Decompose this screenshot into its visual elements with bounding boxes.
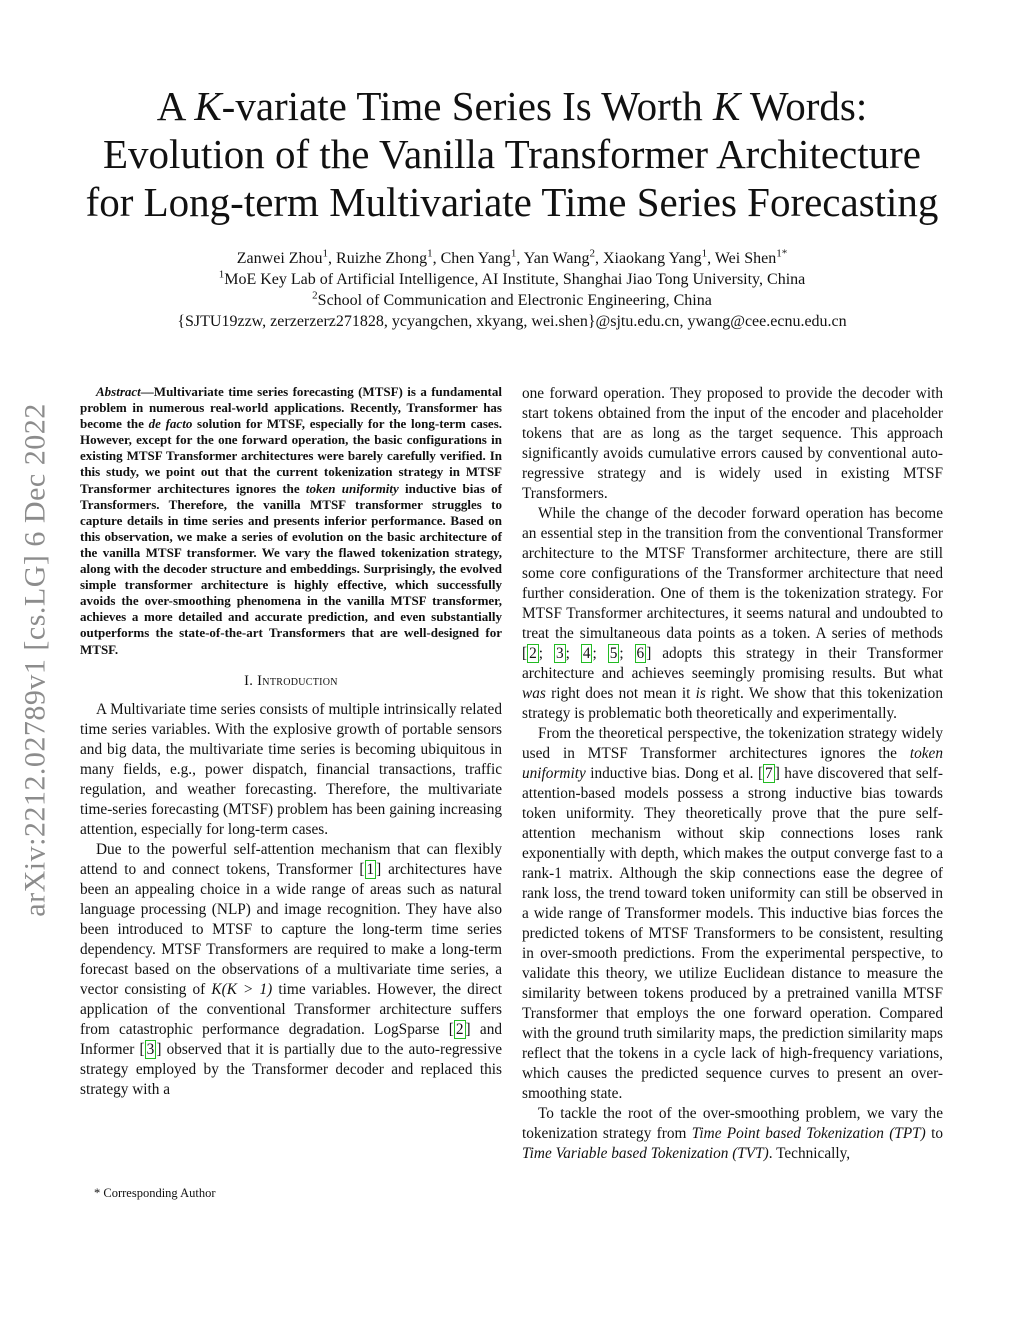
title-line-3: for Long-term Multivariate Time Series Forecasting (85, 179, 939, 225)
title-line-1: A K-variate Time Series Is Worth K Words: (156, 83, 868, 129)
citation-link[interactable]: 4 (582, 645, 591, 662)
citation-link[interactable]: 2 (529, 645, 537, 662)
intro-paragraph-5: From the theoretical perspective, the tokenization strategy widely used in MTSF Transformer architectures ignores the token uniformity inductive bias. Dong et al. [ 7 ] have discovered that self-attention-based models possess a strong inductive bias towards token uniformity. They theoretically prove that the pure self-attention mechanism without skip connections loses rank exponentially with depth, which makes the output converge fast to a rank-1 matrix. Although the skip connections ease the degree of rank loss, the trend toward token uniformity can still be observed in a wide range of Transformer models. This inductive bias forces the predicted tokens of MTSF Transformers to be consistent, resulting in over-smooth predictions. From the experimental perspective, to validate this theory, we utilize Euclidean distance to measure the similarity between tokens produced by a pretrained vanilla MTSF Transformer that employs the one forward operation. Compared with the ground truth similarity maps, the prediction similarity maps reflect that the tokens in a cycle lack of high-frequency variations, which causes the predicted sequence curves to present an over-smoothing state. (522, 725, 943, 1102)
citation-link[interactable]: 7 (765, 765, 773, 782)
abstract: Abstract—Multivariate time series forecasting (MTSF) is a fundamental problem in numerous real-world applications. Recently, Transformer has become the de facto solution for MTSF, especially for the long-term cases. However, except for the one forward operation, the basic configurations in existing MTSF Transformer architectures were barely carefully verified. In this study, we point out that the current tokenization strategy in MTSF Transformer architectures ignores the token uniformity inductive bias of Transformers. Therefore, the vanilla MTSF transformer struggles to capture details in time series and presents inferior performance. Based on this observation, we make a series of evolution on the basic architecture of the vanilla MTSF transformer. We vary the flawed tokenization strategy, along with the decoder structure and embeddings. Surprisingly, the evolved simple transformer architecture is highly effective, which successfully avoids the over-smoothing phenomena in the vanilla MTSF transformer, achieves a more detailed and accurate prediction, and even substantially outperforms the state-of-the-art Transformers that are well-designed for MTSF. (80, 384, 503, 657)
citation-link[interactable]: 1 (366, 860, 375, 878)
author-list: Zanwei Zhou$^1$, Ruizhe Zhong$^1$, Chen Yang$^1$, Yan Wang$^2$, Xiaokang Yang$^1$, Wei Shen$^{1*}$ (236, 247, 788, 267)
affiliation-2: $^2$School of Communication and Electronic Engineering, China (312, 289, 712, 309)
intro-paragraph-4: While the change of the decoder forward operation has become an essential step in the transition from the conventional Transformer architecture to the MTSF Transformer architecture, there are still some core configurations of the Transformer architecture that need further consideration. One of them is the tokenization strategy. For MTSF Transformer architectures, it seems natural and undoubted to treat the simultaneous data points as a token. A series of methods [ 2 ; 3 ; 4 ; 5 ; 6 ] adopts this strategy in their Transformer architecture and achieves seemingly promising results. But what was right does not mean it is right. We show that this tokenization strategy is problematic both theoretically and experimentally. (522, 505, 944, 722)
citation-link[interactable]: 2 (455, 1020, 464, 1038)
footnote-corresponding-author: * Corresponding Author (94, 1186, 216, 1200)
citation-link[interactable]: 6 (636, 645, 645, 662)
citation-link[interactable]: 3 (146, 1040, 155, 1058)
title-line-2: Evolution of the Vanilla Transformer Architecture (103, 131, 921, 177)
citation-link[interactable]: 3 (555, 645, 564, 662)
author-name: Wei Shen (714, 250, 777, 267)
citation-link[interactable]: 5 (609, 645, 618, 662)
author-name: Xiaokang Yang (602, 250, 702, 267)
intro-paragraph-6: To tackle the root of the over-smoothing problem, we vary the tokenization strategy from Time Point based Tokenization (TPT) to Time Variable based Tokenization (TVT). Technically, (522, 1105, 943, 1162)
arxiv-identifier-stamp (12, 360, 60, 960)
right-column (522, 384, 943, 1164)
left-column (80, 384, 502, 1100)
intro-paragraph-2: Due to the powerful self-attention mechanism that can flexibly attend to and connect tokens, Transformer [ 1 ] architectures have been an appealing choice in a wide range of areas such as natural language processing (NLP) and image recognition. They have also been introduced to MTSF to capture the long-term time series dependency. MTSF Transformers are required to make a long-term forecast based on the observations of a multivariate time series, a vector consisting of K(K > 1) time variables. However, the direct application of the conventional Transformer architecture suffers from catastrophic performance degradation. LogSparse [ 2 ] and Informer [ 3 ] observed that it is partially due to the auto-regressive strategy employed by the Transformer decoder and replaced this strategy with a (80, 840, 502, 1098)
author-block (70, 248, 954, 332)
section-heading-introduction: I. Introduction (244, 672, 338, 689)
affiliation-1: $^1$MoE Key Lab of Artificial Intelligence, AI Institute, Shanghai Jiao Tong University, China (218, 268, 806, 288)
paper-title (70, 82, 954, 226)
author-emails: {SJTU19zzw, zerzerzerz271828, ycyangchen, xkyang, wei.shen}@sjtu.edu.cn, ywang@cee.ecnu.edu.cn (177, 313, 847, 330)
intro-paragraph-1: A Multivariate time series consists of multiple intrinsically related time series variables. With the explosive growth of portable sensors and big data, the multivariate time series is becoming ubiquitous in many fields, e.g., power dispatch, financial transactions, traffic regulation, and weather forecasting. Therefore, the multivariate time-series forecasting (MTSF) problem has been gaining increasing attention, especially for long-term cases. (80, 700, 502, 838)
author-name: Yan Wang (523, 250, 590, 267)
author-name: Zanwei Zhou (236, 250, 323, 267)
author-name: Chen Yang (440, 250, 511, 267)
author-name: Ruizhe Zhong (336, 250, 428, 267)
arxiv-id-text: arXiv:2212.02789v1 [cs.LG] 6 Dec 2022 (19, 403, 52, 917)
intro-paragraph-3: one forward operation. They proposed to provide the decoder with start tokens obtained from the input of the encoder and placeholder tokens that are as long as the target sequence. This approach significantly avoids cumulative errors caused by conventional auto-regressive strategy and is widely used in existing MTSF Transformers. (522, 385, 943, 502)
